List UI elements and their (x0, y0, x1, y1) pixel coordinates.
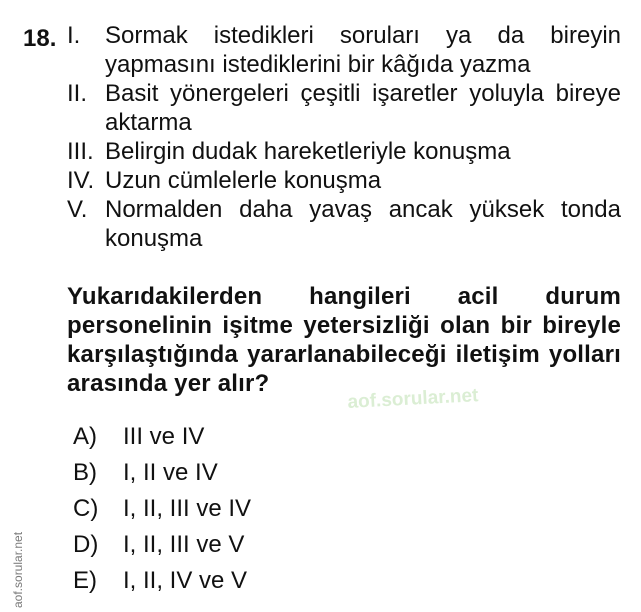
statement-4 (67, 166, 621, 195)
option-text: I, II, III ve V (123, 530, 245, 558)
statement-1 (67, 21, 621, 79)
statement-5 (67, 195, 621, 253)
option-e[interactable] (73, 562, 251, 598)
statement-numeral: I. (67, 22, 81, 49)
option-letter: D) (73, 530, 99, 558)
option-text: I, II, IV ve V (123, 566, 248, 594)
option-c[interactable] (73, 490, 251, 526)
option-text: III ve IV (123, 422, 205, 450)
option-text: I, II ve IV (123, 458, 218, 486)
question-number: 18. (23, 25, 57, 52)
statement-list (67, 21, 621, 253)
option-letter: C) (73, 494, 99, 522)
option-letter: A) (73, 422, 97, 450)
question-stem: Yukarıdakilerden hangileri acil durum personelinin işitme yetersizliği olan bir bireyle karşılaştığında yararlanabileceği iletişim yolları arasında yer alır? (67, 283, 621, 397)
statement-numeral: IV. (67, 167, 95, 194)
statement-3 (67, 137, 621, 166)
statement-numeral: III. (67, 138, 94, 165)
option-letter: B) (73, 458, 97, 486)
statement-2 (67, 79, 621, 137)
statement-text: Belirgin dudak hareketleriyle konuşma (105, 138, 511, 165)
option-d[interactable] (73, 526, 251, 562)
statement-text: Basit yönergeleri çeşitli işaretler yoluyla bireye aktarma (105, 80, 621, 136)
statement-text: Uzun cümlelerle konuşma (105, 167, 382, 194)
statement-numeral: II. (67, 80, 88, 107)
statement-text: Sormak istedikleri soruları ya da bireyin yapmasını istediklerini bir kâğıda yazma (105, 22, 621, 78)
option-text: I, II, III ve IV (123, 494, 252, 522)
side-watermark-text: aof.sorular.net (11, 531, 25, 608)
option-letter: E) (73, 566, 97, 594)
answer-options (73, 418, 251, 598)
watermark-text: aof.sorular.net (347, 385, 479, 413)
statement-numeral: V. (67, 196, 88, 223)
statement-text: Normalden daha yavaş ancak yüksek tonda konuşma (105, 196, 621, 252)
option-a[interactable] (73, 418, 251, 454)
option-b[interactable] (73, 454, 251, 490)
